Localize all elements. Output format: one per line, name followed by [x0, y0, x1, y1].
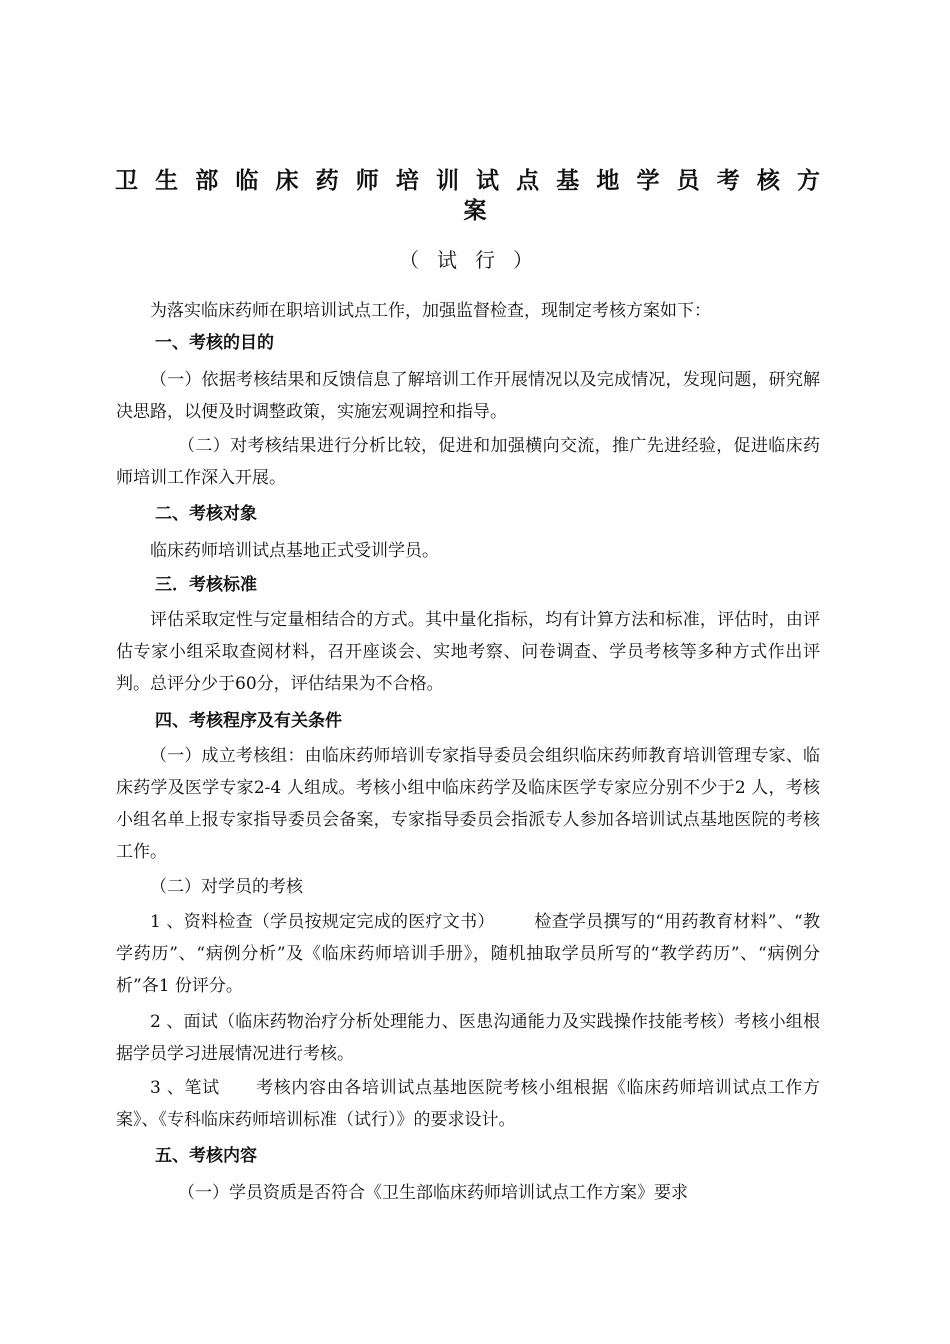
section-2-text: 临床药师培训试点基地正式受训学员。 — [150, 541, 439, 561]
document-subtitle: （试行） — [399, 248, 551, 272]
section-4-sub-3: 3 、笔试 考核内容由各培训试点基地医院考核小组根据《临床药师培训试点工作方案》、《专科临床药师培训标准（试行）》的要求设计。 — [116, 1078, 820, 1130]
section-2-heading: 二、考核对象 — [155, 504, 257, 524]
section-3-text: 评估采取定性与定量相结合的方式。其中量化指标，均有计算方法和标准，评估时，由评估专家小组采取查阅材料，召开座谈会、实地考察、问卷调查、学员考核等多种方式作出评判。总评分少于60分，评估结果为不合格。 — [116, 610, 820, 694]
section-1-heading: 一、考核的目的 — [155, 333, 274, 353]
section-4-item-2: （二）对学员的考核 — [150, 877, 303, 897]
section-4-sub-1: 1 、资料检查（学员按规定完成的医疗文书） 检查学员撰写的“用药教育材料”、“教学药历”、“病例分析”及《临床药师培训手册》，随机抽取学员所写的“教学药历”、“病例分析”各1 份评分。 — [116, 912, 820, 996]
section-1-item-1: （一）依据考核结果和反馈信息了解培训工作开展情况以及完成情况，发现问题，研究解决思路，以便及时调整政策，实施宏观调控和指导。 — [116, 370, 820, 422]
section-4-heading: 四、考核程序及有关条件 — [155, 711, 342, 731]
section-1-item-2: （二）对考核结果进行分析比较，促进和加强横向交流，推广先进经验，促进临床药师培训工作深入开展。 — [116, 436, 820, 488]
intro-paragraph: 为落实临床药师在职培训试点工作，加强监督检查，现制定考核方案如下： — [150, 301, 711, 321]
section-3-heading: 三．考核标准 — [155, 575, 257, 595]
section-5-heading: 五、考核内容 — [155, 1146, 257, 1166]
document-title-continued: 案 — [463, 198, 487, 224]
section-4-sub-2: 2 、面试（临床药物治疗分析处理能力、医患沟通能力及实践操作技能考核）考核小组根据学员学习进展情况进行考核。 — [116, 1012, 820, 1064]
section-5-item-1: （一）学员资质是否符合《卫生部临床药师培训试点工作方案》要求 — [178, 1183, 688, 1203]
document-title: 卫生部临床药师培训试点基地学员考核方 — [115, 168, 820, 194]
section-4-item-1: （一）成立考核组：由临床药师培训专家指导委员会组织临床药师教育培训管理专家、临床药学及医学专家2-4 人组成。考核小组中临床药学及临床医学专家应分别不少于2 人，考核小组名单上报专家指导委员会备案，专家指导委员会指派专人参加各培训试点基地医院的考核工作。 — [116, 746, 820, 862]
